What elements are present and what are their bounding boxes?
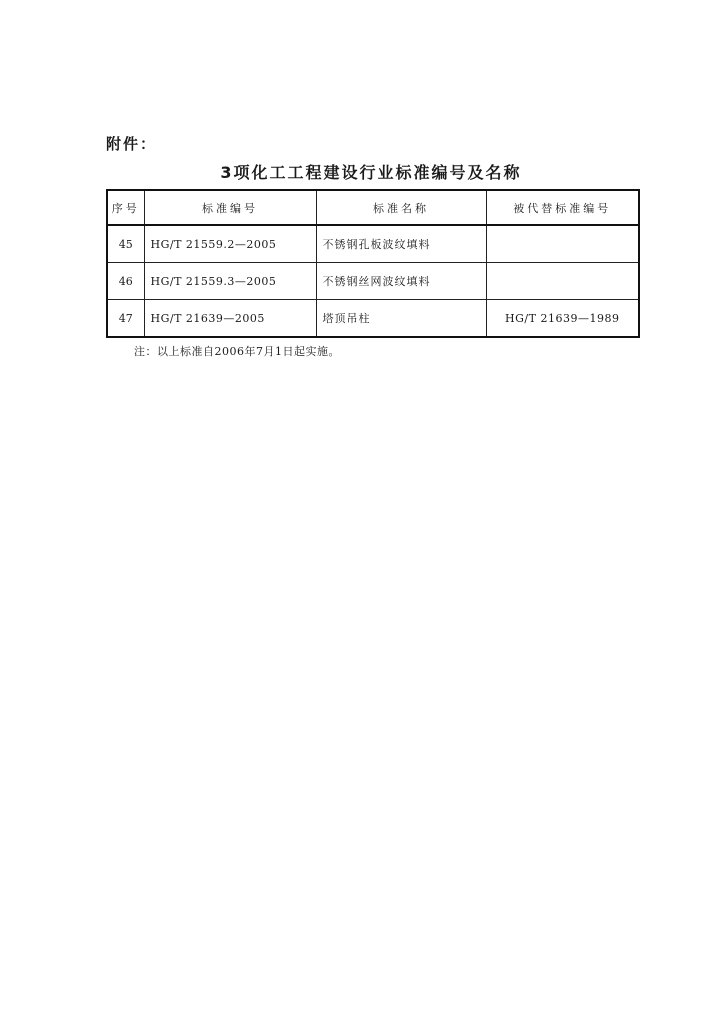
header-serial-no: 序号 [107, 190, 144, 225]
table-row [107, 300, 639, 338]
cell-serial-no: 46 [107, 263, 144, 300]
cell-standard-code: HG/T 21559.3—2005 [144, 263, 316, 300]
cell-replaced-code: HG/T 21639—1989 [486, 300, 639, 338]
header-standard-name: 标准名称 [316, 190, 486, 225]
header-standard-code: 标准编号 [144, 190, 316, 225]
cell-replaced-code [486, 225, 639, 263]
cell-standard-name: 塔顶吊柱 [316, 300, 486, 338]
cell-serial-no: 45 [107, 225, 144, 263]
cell-standard-code: HG/T 21559.2—2005 [144, 225, 316, 263]
cell-serial-no: 47 [107, 300, 144, 338]
attachment-label: 附件： [106, 135, 158, 153]
table-header-row [107, 190, 639, 225]
table-row [107, 263, 639, 300]
cell-standard-code: HG/T 21639—2005 [144, 300, 316, 338]
cell-standard-name: 不锈钢丝网波纹填料 [316, 263, 486, 300]
table-row [107, 225, 639, 263]
cell-standard-name: 不锈钢孔板波纹填料 [316, 225, 486, 263]
cell-replaced-code [486, 263, 639, 300]
document-title: 3项化工工程建设行业标准编号及名称 [220, 163, 522, 182]
standards-table [106, 189, 640, 338]
header-replaced-code: 被代替标准编号 [486, 190, 639, 225]
table-footnote: 注：以上标准自2006年7月1日起实施。 [134, 345, 340, 358]
